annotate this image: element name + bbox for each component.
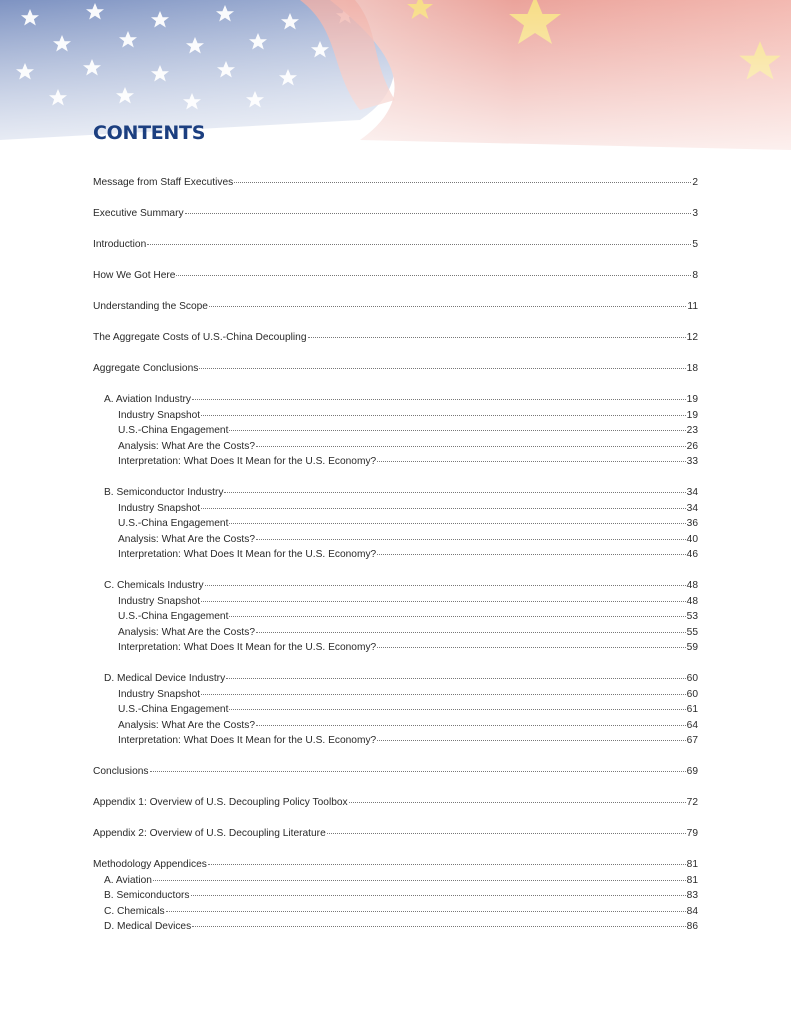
dot-leader	[226, 677, 685, 679]
page-title: CONTENTS	[93, 122, 206, 144]
toc-entry-page-number: 46	[686, 549, 698, 560]
toc-entry[interactable]	[93, 532, 698, 548]
toc-entry[interactable]	[93, 485, 698, 501]
flags-banner	[0, 0, 791, 190]
toc-entry-page-number: 3	[692, 208, 698, 219]
dot-leader	[205, 584, 686, 586]
section-spacer	[93, 315, 698, 331]
toc-entry[interactable]	[93, 718, 698, 734]
toc-entry-label: Executive Summary	[93, 208, 184, 219]
toc-entry[interactable]	[93, 454, 698, 470]
toc-entry[interactable]	[93, 702, 698, 718]
dot-leader	[192, 925, 685, 927]
toc-entry[interactable]	[93, 919, 698, 935]
toc-entry-label: U.S.-China Engagement	[118, 425, 229, 436]
dot-leader	[176, 274, 691, 276]
toc-entry-page-number: 19	[686, 409, 698, 421]
toc-entry-page-number: 34	[686, 487, 698, 498]
toc-entry-label: A. Aviation Industry	[104, 394, 192, 405]
toc-entry-page-number: 86	[686, 921, 698, 932]
toc-entry-page-number: 60	[686, 688, 698, 700]
toc-entry[interactable]	[93, 423, 698, 439]
dot-leader	[209, 305, 686, 307]
toc-entry-label: Interpretation: What Does It Mean for the U.S. Economy?	[118, 735, 377, 746]
dot-leader	[256, 724, 686, 726]
dot-leader	[147, 243, 691, 245]
dot-leader	[201, 507, 686, 509]
dot-leader	[208, 863, 686, 865]
toc-entry-page-number: 18	[686, 363, 698, 374]
dot-leader	[234, 181, 691, 183]
toc-entry[interactable]	[93, 888, 698, 904]
toc-entry-page-number: 61	[686, 704, 698, 715]
dot-leader	[201, 600, 686, 602]
dot-leader	[199, 367, 685, 369]
toc-entry[interactable]	[93, 361, 698, 377]
dot-leader	[308, 336, 686, 338]
dot-leader	[224, 491, 685, 493]
dot-leader	[150, 770, 686, 772]
toc-entry[interactable]	[93, 206, 698, 222]
section-spacer	[93, 470, 698, 486]
toc-entry[interactable]	[93, 501, 698, 517]
section-spacer	[93, 222, 698, 238]
toc-entry-page-number: 72	[686, 797, 698, 808]
toc-entry-page-number: 67	[686, 735, 698, 746]
toc-entry-page-number: 40	[686, 533, 698, 545]
toc-entry-label: C. Chemicals Industry	[104, 580, 204, 591]
toc-entry-page-number: 23	[686, 425, 698, 436]
toc-entry[interactable]	[93, 175, 698, 191]
toc-entry-page-number: 5	[692, 239, 698, 250]
toc-entry-label: B. Semiconductor Industry	[104, 487, 224, 498]
toc-entry-page-number: 26	[686, 440, 698, 452]
toc-entry[interactable]	[93, 547, 698, 563]
dot-leader	[166, 910, 686, 912]
toc-entry-label: Appendix 2: Overview of U.S. Decoupling Literature	[93, 828, 326, 839]
toc-entry-page-number: 81	[686, 859, 698, 870]
dot-leader	[349, 801, 686, 803]
toc-entry-page-number: 55	[686, 626, 698, 638]
toc-entry[interactable]	[93, 733, 698, 749]
dot-leader	[377, 739, 685, 741]
toc-entry-label: Interpretation: What Does It Mean for the U.S. Economy?	[118, 549, 377, 560]
toc-entry-label: The Aggregate Costs of U.S.-China Decoupling	[93, 332, 307, 343]
dot-leader	[192, 398, 686, 400]
toc-entry[interactable]	[93, 795, 698, 811]
dot-leader	[229, 708, 685, 710]
toc-entry-label: C. Chemicals	[104, 905, 165, 917]
toc-entry-page-number: 48	[686, 595, 698, 607]
section-spacer	[93, 253, 698, 269]
toc-entry[interactable]	[93, 671, 698, 687]
toc-entry-page-number: 60	[686, 673, 698, 684]
toc-entry-page-number: 59	[686, 642, 698, 653]
toc-entry-page-number: 83	[686, 890, 698, 901]
section-spacer	[93, 811, 698, 827]
toc-entry-label: A. Aviation	[104, 874, 152, 886]
toc-entry[interactable]	[93, 873, 698, 889]
toc-entry[interactable]	[93, 299, 698, 315]
toc-entry-label: Methodology Appendices	[93, 859, 207, 870]
toc-entry-label: Analysis: What Are the Costs?	[118, 440, 256, 452]
section-spacer	[93, 284, 698, 300]
toc-entry[interactable]	[93, 764, 698, 780]
toc-entry-label: Interpretation: What Does It Mean for the U.S. Economy?	[118, 642, 377, 653]
toc-entry-label: Message from Staff Executives	[93, 177, 234, 188]
toc-entry-page-number: 69	[686, 766, 698, 777]
toc-entry[interactable]	[93, 578, 698, 594]
toc-entry[interactable]	[93, 330, 698, 346]
toc-entry-label: B. Semiconductors	[104, 890, 190, 901]
toc-entry-label: Industry Snapshot	[118, 502, 201, 514]
table-of-contents	[93, 175, 698, 935]
section-spacer	[93, 780, 698, 796]
toc-entry-page-number: 81	[686, 874, 698, 886]
dot-leader	[229, 429, 685, 431]
toc-entry-label: U.S.-China Engagement	[118, 518, 229, 529]
toc-entry-label: Analysis: What Are the Costs?	[118, 533, 256, 545]
toc-entry-page-number: 11	[687, 301, 698, 312]
toc-entry[interactable]	[93, 268, 698, 284]
dot-leader	[327, 832, 686, 834]
toc-entry-page-number: 34	[686, 502, 698, 514]
toc-entry-page-number: 79	[686, 828, 698, 839]
toc-entry-label: Analysis: What Are the Costs?	[118, 626, 256, 638]
dot-leader	[201, 414, 686, 416]
dot-leader	[229, 615, 685, 617]
toc-entry-label: Interpretation: What Does It Mean for the U.S. Economy?	[118, 456, 377, 467]
section-spacer	[93, 191, 698, 207]
toc-entry[interactable]	[93, 609, 698, 625]
toc-entry[interactable]	[93, 857, 698, 873]
dot-leader	[377, 646, 685, 648]
toc-entry-label: U.S.-China Engagement	[118, 704, 229, 715]
toc-entry[interactable]	[93, 904, 698, 920]
toc-entry-label: Industry Snapshot	[118, 688, 201, 700]
dot-leader	[201, 693, 686, 695]
toc-entry-label: Conclusions	[93, 766, 149, 777]
toc-entry-page-number: 12	[686, 332, 698, 343]
toc-entry-page-number: 19	[686, 394, 698, 405]
section-spacer	[93, 377, 698, 393]
toc-entry[interactable]	[93, 237, 698, 253]
toc-entry-page-number: 64	[686, 719, 698, 731]
toc-entry-label: U.S.-China Engagement	[118, 611, 229, 622]
section-spacer	[93, 656, 698, 672]
section-spacer	[93, 842, 698, 858]
toc-entry-page-number: 48	[686, 580, 698, 591]
toc-entry[interactable]	[93, 625, 698, 641]
toc-entry-page-number: 8	[692, 270, 698, 281]
toc-entry[interactable]	[93, 594, 698, 610]
dot-leader	[256, 631, 686, 633]
toc-entry[interactable]	[93, 392, 698, 408]
toc-entry-label: How We Got Here	[93, 270, 176, 281]
toc-entry-page-number: 84	[686, 905, 698, 917]
section-spacer	[93, 749, 698, 765]
toc-entry-label: Introduction	[93, 239, 147, 250]
toc-entry-label: Understanding the Scope	[93, 301, 208, 312]
toc-entry[interactable]	[93, 408, 698, 424]
toc-entry[interactable]	[93, 640, 698, 656]
toc-entry-label: D. Medical Devices	[104, 921, 192, 932]
section-spacer	[93, 346, 698, 362]
dot-leader	[191, 894, 686, 896]
dot-leader	[377, 553, 685, 555]
dot-leader	[256, 445, 686, 447]
toc-entry[interactable]	[93, 687, 698, 703]
dot-leader	[377, 460, 685, 462]
toc-entry-label: Aggregate Conclusions	[93, 363, 199, 374]
toc-entry-page-number: 33	[686, 456, 698, 467]
toc-entry[interactable]	[93, 516, 698, 532]
toc-entry-page-number: 36	[686, 518, 698, 529]
toc-entry-label: D. Medical Device Industry	[104, 673, 226, 684]
toc-entry-label: Analysis: What Are the Costs?	[118, 719, 256, 731]
section-spacer	[93, 563, 698, 579]
dot-leader	[256, 538, 686, 540]
toc-entry[interactable]	[93, 439, 698, 455]
toc-entry-label: Industry Snapshot	[118, 595, 201, 607]
dot-leader	[229, 522, 685, 524]
toc-entry-label: Industry Snapshot	[118, 409, 201, 421]
toc-entry[interactable]	[93, 826, 698, 842]
us-china-flags-image	[0, 0, 791, 190]
toc-entry-page-number: 53	[686, 611, 698, 622]
toc-entry-label: Appendix 1: Overview of U.S. Decoupling Policy Toolbox	[93, 797, 348, 808]
toc-entry-page-number: 2	[692, 177, 698, 188]
dot-leader	[153, 879, 686, 881]
dot-leader	[185, 212, 692, 214]
